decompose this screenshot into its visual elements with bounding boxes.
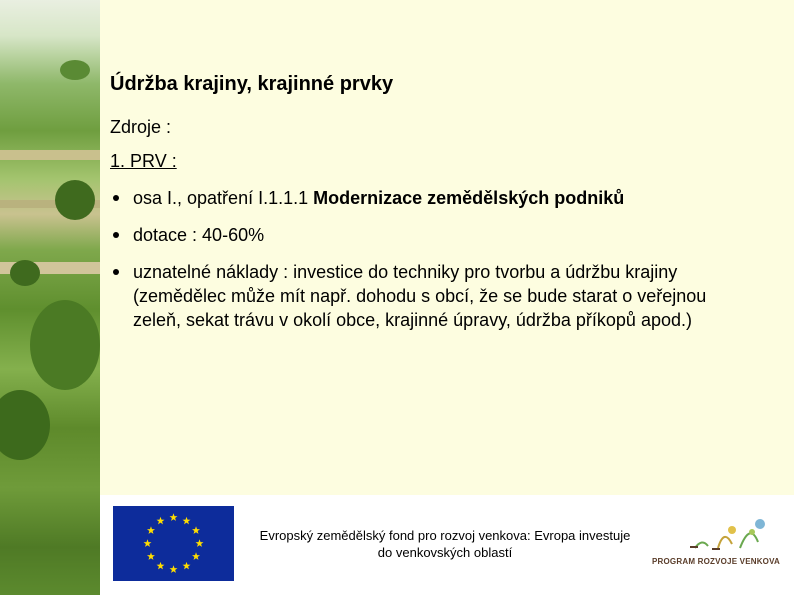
bullet-text: uznatelné náklady : investice do techniky pro tvorbu a údržbu krajiny (zemědělec může mít např. dohodu s obcí, že se bude starat o veřejnou zeleň, sekat trávu v okolí obce, krajinné úpravy, údržba příkopů apod.) [133, 262, 707, 330]
bullet-icon [113, 195, 119, 201]
bullet-icon [113, 232, 119, 238]
bullet-text: dotace : 40-60% [133, 225, 265, 245]
eu-star-icon [183, 517, 191, 525]
eu-star-icon [170, 565, 178, 573]
tree [10, 260, 40, 286]
list-item [110, 223, 750, 247]
eu-flag-icon [113, 506, 234, 581]
eu-star-icon [192, 526, 200, 534]
prv-logo-graphic [640, 508, 775, 556]
list-item [110, 186, 750, 210]
eu-star-icon [196, 539, 204, 547]
prv-logo-text: PROGRAM ROZVOJE VENKOVA [652, 557, 781, 566]
footer-text: Evropský zemědělský fond pro rozvoj venkova: Evropa investuje do venkovských oblastí [259, 528, 631, 560]
eu-star-icon [147, 552, 155, 560]
bullet-icon [113, 269, 119, 275]
eu-star-icon [147, 526, 155, 534]
prv-label [110, 148, 177, 174]
prv-logo-icon [640, 508, 781, 580]
slide-title: Údržba krajiny, krajinné prvky [110, 73, 394, 95]
landscape-photo [0, 0, 100, 595]
eu-star-icon [144, 539, 152, 547]
bullet-text-bold: Modernizace zemědělských podniků [313, 188, 625, 208]
prv-label-text: 1. PRV : [110, 151, 177, 171]
sources-label: Zdroje : [110, 117, 172, 137]
tree [60, 60, 90, 80]
bullet-text: osa I., opatření I.1.1.1 [133, 188, 314, 208]
bullet-list [110, 186, 750, 345]
eu-flag-stars [113, 506, 234, 581]
eu-star-icon [157, 562, 165, 570]
eu-star-icon [183, 562, 191, 570]
eu-star-icon [192, 552, 200, 560]
field-stripe [0, 150, 100, 160]
eu-star-icon [157, 517, 165, 525]
eu-star-icon [170, 513, 178, 521]
tree [0, 390, 50, 460]
tree [30, 300, 100, 390]
tree [55, 180, 95, 220]
list-item [110, 260, 750, 332]
